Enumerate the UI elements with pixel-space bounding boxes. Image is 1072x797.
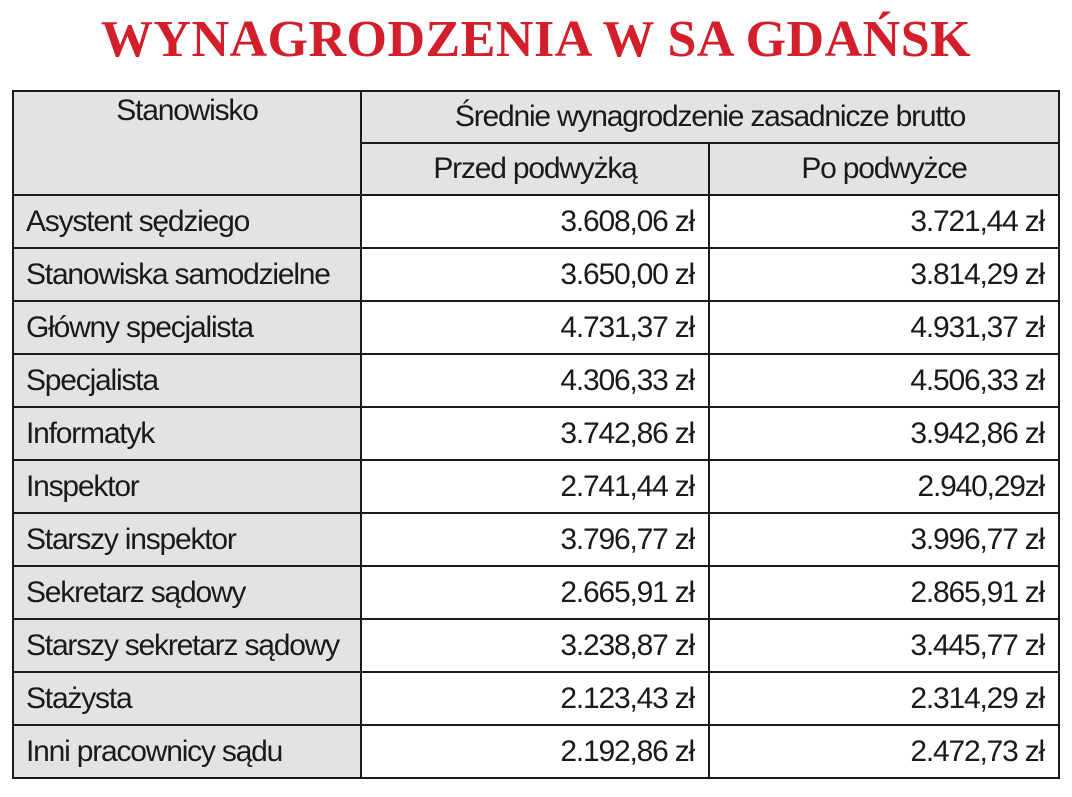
salary-before-cell: 2.665,91 zł [361,566,709,619]
salary-after-cell: 3.942,86 zł [709,407,1059,460]
position-cell: Informatyk [13,407,361,460]
header-average-salary: Średnie wynagrodzenie zasadnicze brutto [361,91,1059,143]
table-row [13,248,1059,301]
table-row [13,619,1059,672]
salary-table [12,90,1060,779]
salary-after-cell: 4.931,37 zł [709,301,1059,354]
salary-after-cell: 3.721,44 zł [709,195,1059,248]
table-row [13,672,1059,725]
salary-before-cell: 3.742,86 zł [361,407,709,460]
position-cell: Inni pracownicy sądu [13,725,361,778]
salary-after-cell: 2.865,91 zł [709,566,1059,619]
salary-before-cell: 3.608,06 zł [361,195,709,248]
salary-after-cell: 3.814,29 zł [709,248,1059,301]
position-cell: Stażysta [13,672,361,725]
table-body [13,195,1059,778]
table-header [13,91,1059,195]
position-cell: Główny specjalista [13,301,361,354]
salary-after-cell: 3.445,77 zł [709,619,1059,672]
position-cell: Specjalista [13,354,361,407]
page-title: WYNAGRODZENIA W SA GDAŃSK [100,11,972,68]
salary-before-cell: 4.306,33 zł [361,354,709,407]
header-after-raise: Po podwyżce [709,143,1059,195]
salary-before-cell: 3.238,87 zł [361,619,709,672]
salary-before-cell: 3.796,77 zł [361,513,709,566]
salary-before-cell: 3.650,00 zł [361,248,709,301]
salary-after-cell: 2.314,29 zł [709,672,1059,725]
position-cell: Starszy sekretarz sądowy [13,619,361,672]
table-row [13,566,1059,619]
table-row [13,195,1059,248]
table-row [13,407,1059,460]
position-cell: Inspektor [13,460,361,513]
position-cell: Stanowiska samodzielne [13,248,361,301]
salary-before-cell: 2.192,86 zł [361,725,709,778]
table-row [13,301,1059,354]
header-position: Stanowisko [13,91,361,195]
table-row [13,513,1059,566]
salary-before-cell: 2.741,44 zł [361,460,709,513]
salary-after-cell: 2.940,29zł [709,460,1059,513]
header-before-raise: Przed podwyżką [361,143,709,195]
salary-after-cell: 4.506,33 zł [709,354,1059,407]
table-row [13,725,1059,778]
position-cell: Asystent sędziego [13,195,361,248]
salary-before-cell: 2.123,43 zł [361,672,709,725]
position-cell: Sekretarz sądowy [13,566,361,619]
salary-after-cell: 3.996,77 zł [709,513,1059,566]
position-cell: Starszy inspektor [13,513,361,566]
salary-after-cell: 2.472,73 zł [709,725,1059,778]
salary-before-cell: 4.731,37 zł [361,301,709,354]
table-row [13,354,1059,407]
table-row [13,460,1059,513]
